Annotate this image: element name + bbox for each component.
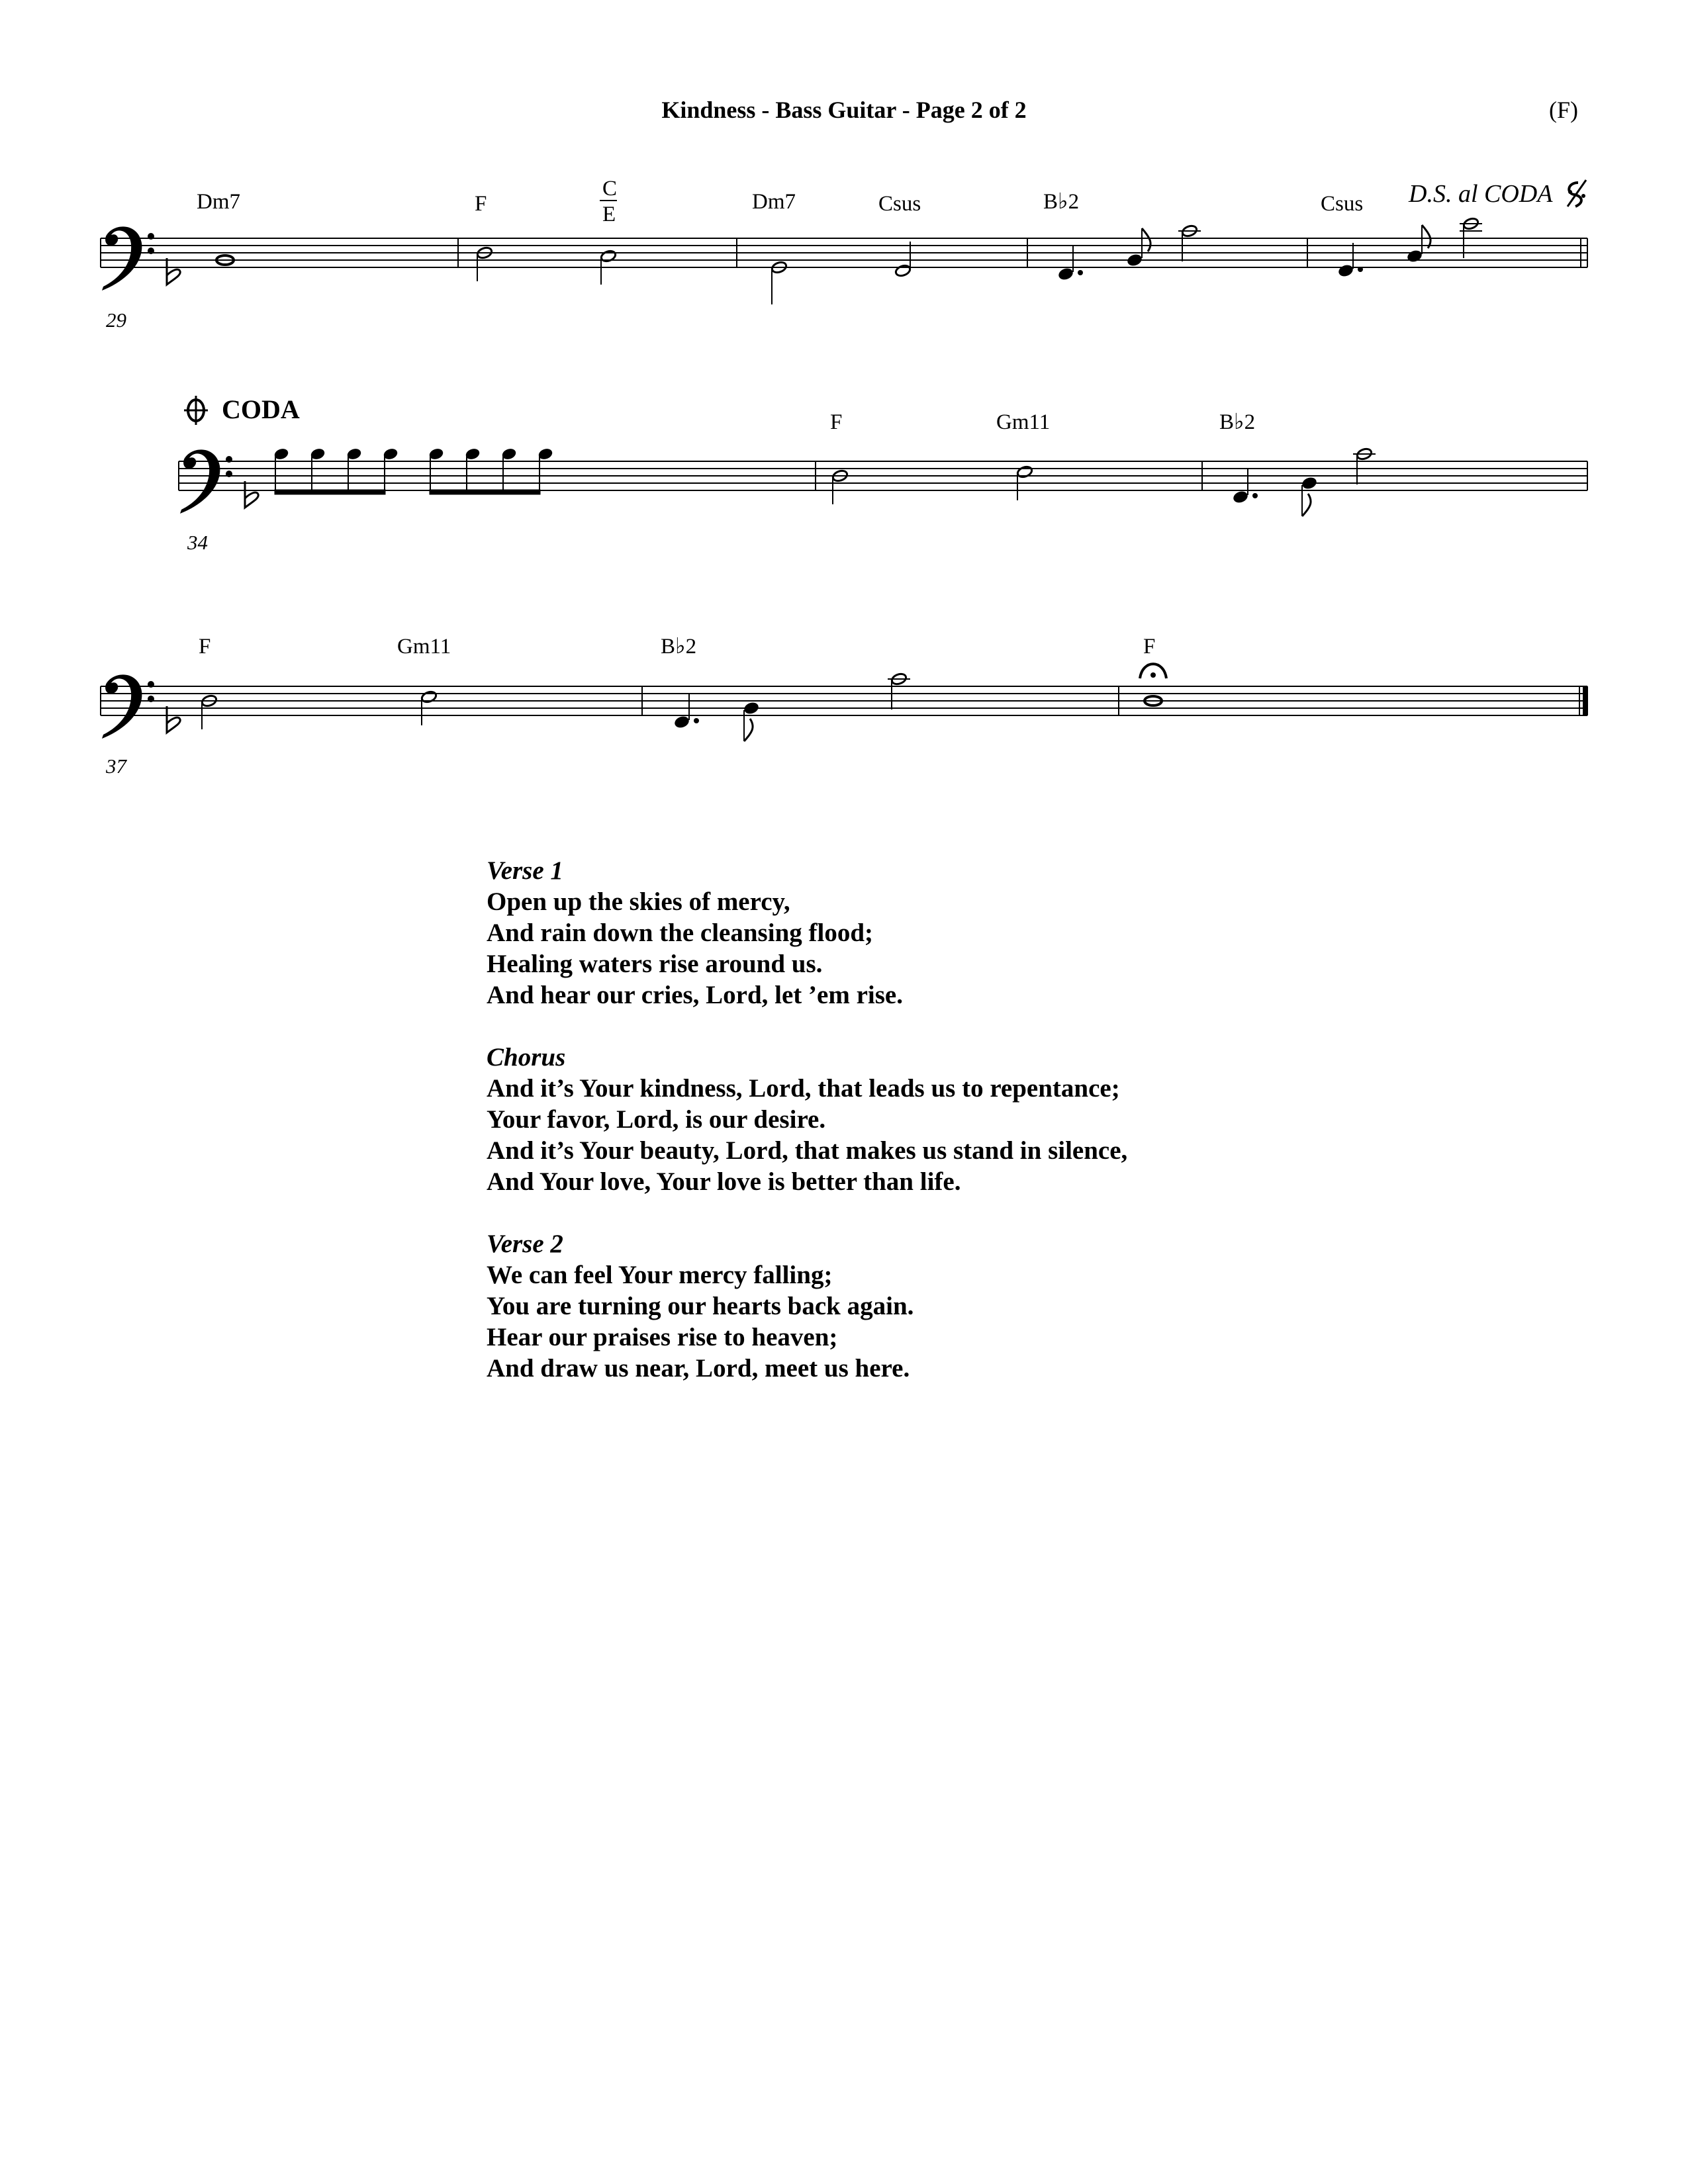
- flat-key-signature-icon: [167, 706, 180, 733]
- lyric-line: You are turning our hearts back again.: [487, 1292, 914, 1320]
- lyric-line: Open up the skies of mercy,: [487, 887, 790, 916]
- fermata-icon: [1140, 664, 1166, 678]
- lyric-line: We can feel Your mercy falling;: [487, 1261, 833, 1289]
- lyric-line: And it’s Your beauty, Lord, that makes us stand in silence,: [487, 1136, 1128, 1165]
- bass-clef-icon: [102, 226, 154, 291]
- lyric-line: And Your love, Your love is better than life.: [487, 1167, 961, 1196]
- lyric-line: Healing waters rise around us.: [487, 950, 823, 978]
- note: [673, 694, 699, 729]
- note: [1460, 217, 1482, 258]
- ds-al-coda-text: D.S. al CODA: [1409, 180, 1553, 208]
- note: [888, 672, 910, 709]
- flat-key-signature-icon: [245, 481, 258, 508]
- measure-number: 34: [187, 531, 208, 554]
- lyrics-block: [487, 855, 1127, 1415]
- chord-symbol: B♭2: [1043, 190, 1080, 214]
- measure-number: 29: [106, 308, 126, 332]
- lyric-line: And draw us near, Lord, meet us here.: [487, 1354, 910, 1383]
- sheet-music: [0, 0, 1688, 821]
- verse-1: [487, 855, 1127, 1011]
- staff-system-2: [179, 394, 1587, 554]
- lyric-line: Hear our praises rise to heaven;: [487, 1323, 838, 1351]
- flat-key-signature-icon: [167, 258, 180, 285]
- note: [1232, 469, 1258, 504]
- note: [1178, 224, 1201, 261]
- chord-symbol: Gm11: [397, 635, 451, 659]
- note: [1406, 225, 1430, 263]
- page-title: Kindness - Bass Guitar - Page 2 of 2: [661, 97, 1027, 123]
- staff-system-3: [101, 635, 1588, 778]
- verse-2: [487, 1228, 1127, 1384]
- coda-icon: [184, 396, 208, 425]
- section-label: Verse 2: [487, 1230, 563, 1258]
- lyric-line: Your favor, Lord, is our desire.: [487, 1105, 826, 1134]
- bass-clef-icon: [180, 449, 232, 514]
- beamed-eighths: [273, 447, 553, 494]
- note: [476, 246, 492, 281]
- staff-system-1: [101, 177, 1587, 332]
- chord-symbol: Gm11: [996, 410, 1051, 434]
- note: [1126, 228, 1150, 267]
- chord-symbol: Csus: [1321, 192, 1364, 216]
- lyric-line: And rain down the cleansing flood;: [487, 919, 874, 947]
- chord-symbol: F: [830, 410, 843, 434]
- chord-symbol: F: [475, 192, 487, 216]
- note: [201, 694, 217, 729]
- chord-symbol: F: [1143, 635, 1156, 659]
- measure-number: 37: [106, 754, 126, 778]
- bass-clef-icon: [102, 674, 154, 739]
- section-label: Verse 1: [487, 856, 563, 885]
- chord-symbol: E: [602, 203, 616, 226]
- chorus: [487, 1042, 1127, 1197]
- key-indicator: (F): [1549, 97, 1578, 123]
- coda-label: CODA: [222, 394, 300, 424]
- chord-symbol: B♭2: [1219, 410, 1256, 434]
- note: [1353, 447, 1376, 484]
- lyric-line: And it’s Your kindness, Lord, that leads us to repentance;: [487, 1074, 1120, 1103]
- chord-symbol: Dm7: [197, 190, 240, 214]
- note: [1057, 246, 1083, 281]
- note: [831, 469, 848, 504]
- chord-symbol: Dm7: [752, 190, 796, 214]
- lyric-line: And hear our cries, Lord, let ’em rise.: [487, 981, 903, 1009]
- chord-symbol: B♭2: [661, 635, 697, 659]
- note: [1301, 476, 1318, 516]
- final-barline: [1583, 686, 1588, 715]
- segno-icon: [1568, 180, 1586, 206]
- chord-symbol: F: [199, 635, 211, 659]
- chord-symbol: Csus: [878, 192, 921, 216]
- note: [743, 701, 760, 741]
- section-label: Chorus: [487, 1043, 566, 1071]
- chord-symbol: C: [602, 177, 618, 201]
